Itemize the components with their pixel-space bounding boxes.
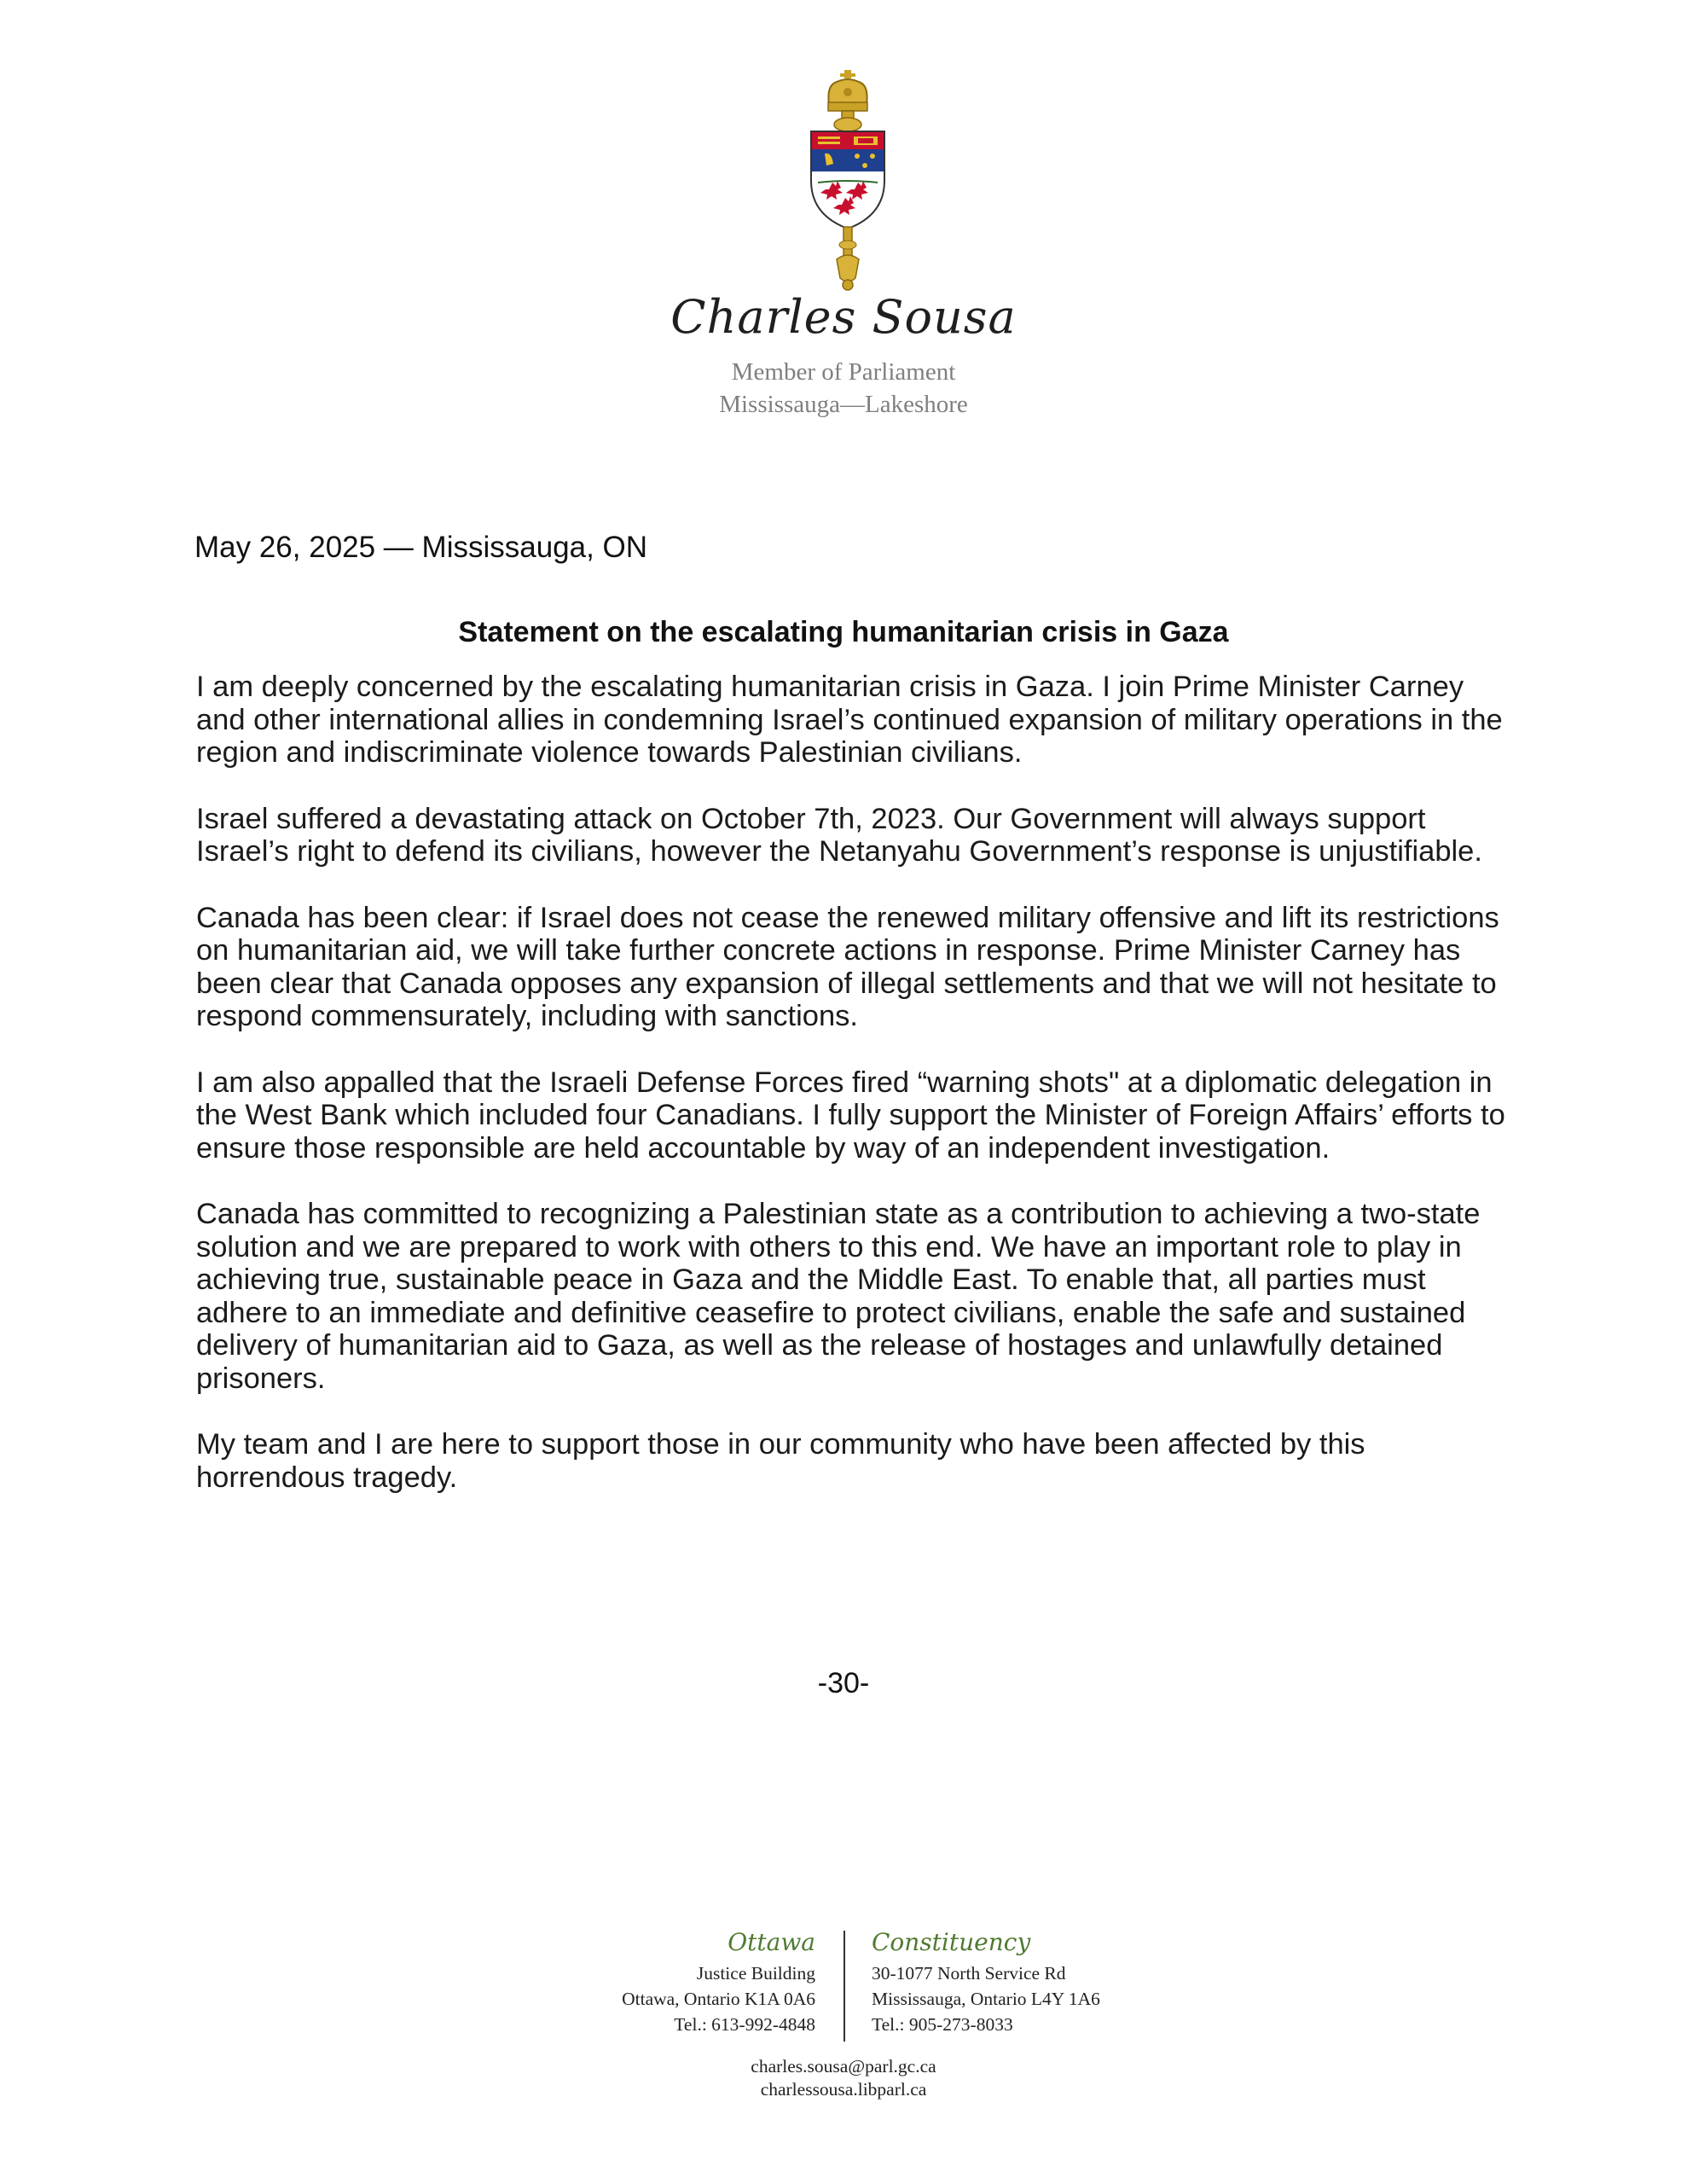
paragraph: Canada has been clear: if Israel does not cease the renewed military offensive and lift its restrictions on humanitarian aid, we will take further concrete actions in response. Prime Minister Carney has been clear that Canada opposes any expansion of illegal settlements and that we will not hesitate to respond commensurately, including with sanctions. — [196, 901, 1499, 1032]
letterhead-title: Member of Parliament — [731, 358, 956, 386]
end-mark: -30- — [817, 1667, 870, 1699]
footer-constituency-phone: Tel.: 905-273-8033 — [872, 2014, 1013, 2035]
footer-constituency-line1: 30-1077 North Service Rd — [872, 1963, 1066, 1984]
paragraph: Israel suffered a devastating attack on October 7th, 2023. Our Government will always support Israel’s right to defend its civilians, however the Netanyahu Government’s response is unjustifiable. — [196, 802, 1482, 868]
paragraph: I am deeply concerned by the escalating humanitarian crisis in Gaza. I join Prime Minister Carney and other international allies in condemning Israel’s continued expansion of military operations in the region and indiscriminate violence towards Palestinian civilians. — [196, 671, 1503, 769]
footer-constituency-heading: Constituency — [872, 1928, 1031, 1956]
house-of-commons-crest-logo — [801, 70, 895, 293]
footer-ottawa-line2: Ottawa, Ontario K1A 0A6 — [622, 1989, 815, 2009]
dateline: May 26, 2025 — Mississauga, ON — [194, 531, 648, 564]
footer-email: charles.sousa@parl.gc.ca — [751, 2056, 936, 2077]
footer-constituency-office — [872, 1926, 1100, 2037]
statement-body — [196, 671, 1518, 1527]
paragraph: My team and I are here to support those in our community who have been affected by this horrendous tragedy. — [196, 1428, 1365, 1494]
footer-ottawa-line1: Justice Building — [696, 1963, 815, 1984]
statement-heading: Statement on the escalating humanitarian crisis in Gaza — [458, 616, 1229, 648]
letterhead-riding: Mississauga—Lakeshore — [719, 391, 968, 418]
letterhead-name: Charles Sousa — [670, 290, 1017, 344]
footer-divider — [844, 1931, 845, 2042]
paragraph: Canada has committed to recognizing a Palestinian state as a contribution to achieving a two-state solution and we are prepared to work with others to this end. We have an important role to play in achieving true, sustainable peace in Gaza and the Middle East. To enable that, all parties must adhere to an immediate and definitive ceasefire to protect civilians, enable the safe and sustained delivery of humanitarian aid to Gaza, as well as the release of hostages and unlawfully detained prisoners. — [196, 1198, 1481, 1395]
footer-ottawa-office — [622, 1926, 815, 2037]
footer-website: charlessousa.libparl.ca — [760, 2079, 927, 2100]
footer-constituency-line2: Mississauga, Ontario L4Y 1A6 — [872, 1989, 1100, 2009]
footer-ottawa-phone: Tel.: 613-992-4848 — [674, 2014, 815, 2035]
paragraph: I am also appalled that the Israeli Defense Forces fired “warning shots" at a diplomatic delegation in the West Bank which included four Canadians. I fully support the Minister of Foreign Affairs’ efforts to ensure those responsible are held accountable by way of an independent investigation. — [196, 1066, 1505, 1165]
footer-ottawa-heading: Ottawa — [728, 1928, 815, 1956]
